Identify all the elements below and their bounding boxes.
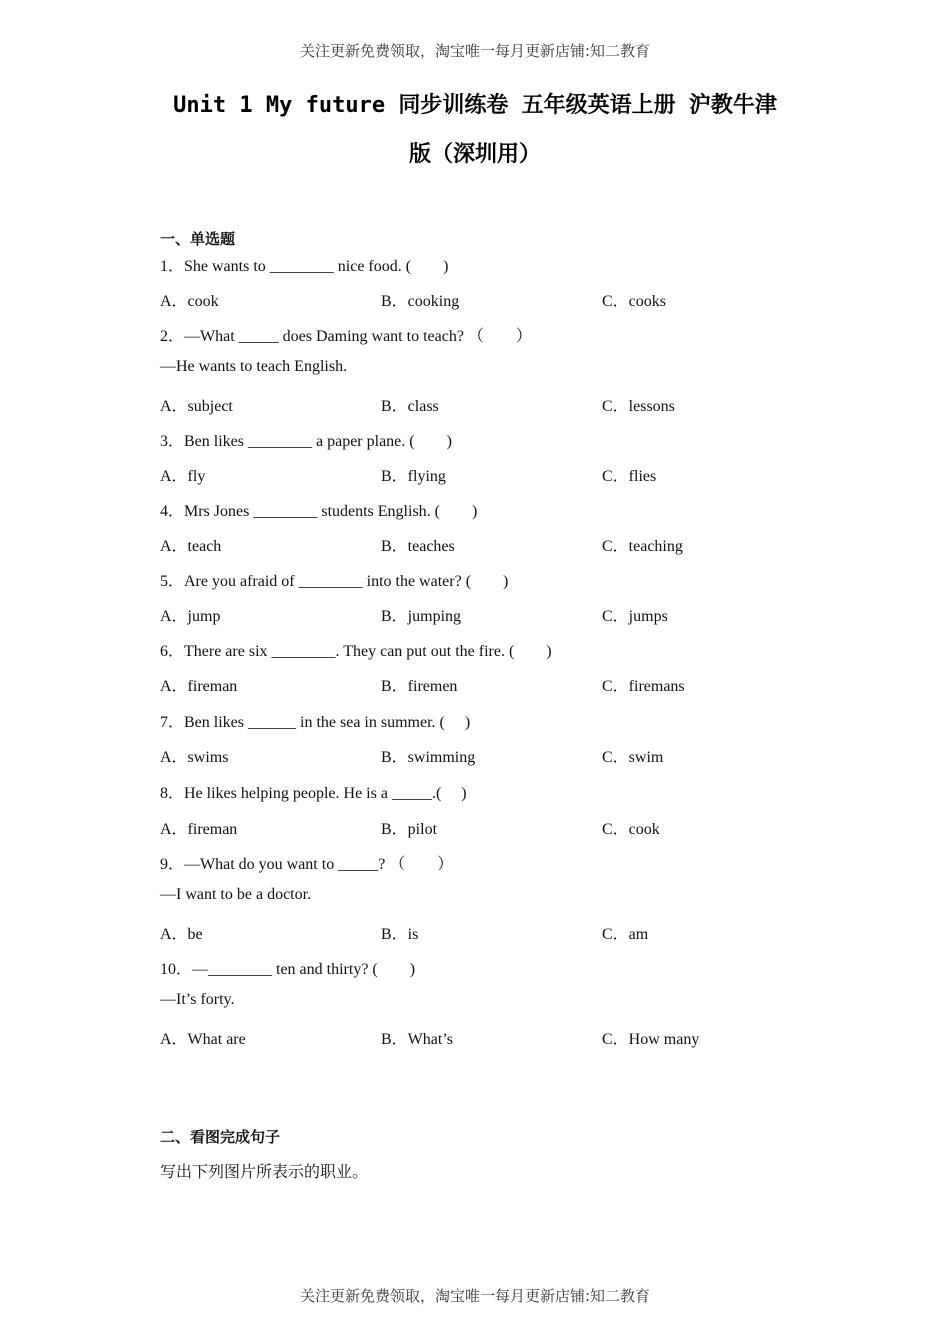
question-10-answer-line: —It’s forty. <box>160 991 235 1008</box>
q4-option-b: B．teaches <box>381 538 455 555</box>
q10-option-b: B．What’s <box>381 1031 453 1048</box>
q5-option-b: B．jumping <box>381 608 462 625</box>
question-9-answer-line: —I want to be a doctor. <box>160 886 312 903</box>
section-2-instruction: 写出下列图片所表示的职业。 <box>160 1162 369 1181</box>
question-2-answer-line: —He wants to teach English. <box>160 358 348 375</box>
q10-option-c: C．How many <box>602 1031 700 1048</box>
q1-option-a: A．cook <box>160 293 219 310</box>
question-8: 8．He likes helping people. He is a _____.( ) <box>160 785 467 802</box>
section-title-single-choice: 一、单选题 <box>160 230 236 248</box>
question-4: 4．Mrs Jones ________ students English. ( ) <box>160 503 478 520</box>
q3-option-c: C．flies <box>602 468 657 485</box>
q1-option-c: C．cooks <box>602 293 667 310</box>
question-3: 3．Ben likes ________ a paper plane. ( ) <box>160 433 452 450</box>
q1-option-b: B．cooking <box>381 293 460 310</box>
document-title: Unit 1 My future 同步训练卷 五年级英语上册 沪教牛津 <box>173 93 777 118</box>
question-6: 6．There are six ________. They can put out the fire. ( ) <box>160 643 552 660</box>
question-2: 2．—What _____ does Daming want to teach? （ ） <box>160 328 532 345</box>
header-note: 关注更新免费领取，淘宝唯一每月更新店铺:知二教育 <box>299 42 651 60</box>
q4-option-c: C．teaching <box>602 538 683 555</box>
q7-option-a: A．swims <box>160 749 229 766</box>
question-7: 7．Ben likes ______ in the sea in summer. ( ) <box>160 714 471 731</box>
q6-option-a: A．fireman <box>160 678 238 695</box>
q2-option-a: A．subject <box>160 398 233 415</box>
q6-option-b: B．firemen <box>381 678 458 695</box>
q9-option-c: C．am <box>602 926 649 943</box>
q6-option-c: C．firemans <box>602 678 685 695</box>
section-title-picture-sentences: 二、看图完成句子 <box>160 1128 281 1146</box>
q10-option-a: A．What are <box>160 1031 246 1048</box>
q9-option-a: A．be <box>160 926 203 943</box>
q9-option-b: B．is <box>381 926 419 943</box>
q8-option-b: B．pilot <box>381 821 438 838</box>
document-title-continued: 版（深圳用） <box>408 142 541 167</box>
q5-option-c: C．jumps <box>602 608 668 625</box>
q8-option-c: C．cook <box>602 821 660 838</box>
q3-option-a: A．fly <box>160 468 206 485</box>
question-5: 5．Are you afraid of ________ into the water? ( ) <box>160 573 509 590</box>
question-9: 9．—What do you want to _____? （ ） <box>160 856 454 873</box>
q3-option-b: B．flying <box>381 468 446 485</box>
q2-option-b: B．class <box>381 398 439 415</box>
q8-option-a: A．fireman <box>160 821 238 838</box>
q7-option-b: B．swimming <box>381 749 476 766</box>
q7-option-c: C．swim <box>602 749 664 766</box>
q5-option-a: A．jump <box>160 608 221 625</box>
footer-note: 关注更新免费领取，淘宝唯一每月更新店铺:知二教育 <box>299 1287 651 1305</box>
q4-option-a: A．teach <box>160 538 222 555</box>
question-10: 10．—________ ten and thirty? ( ) <box>160 961 416 978</box>
q2-option-c: C．lessons <box>602 398 675 415</box>
question-1: 1．She wants to ________ nice food. ( ) <box>160 258 449 275</box>
